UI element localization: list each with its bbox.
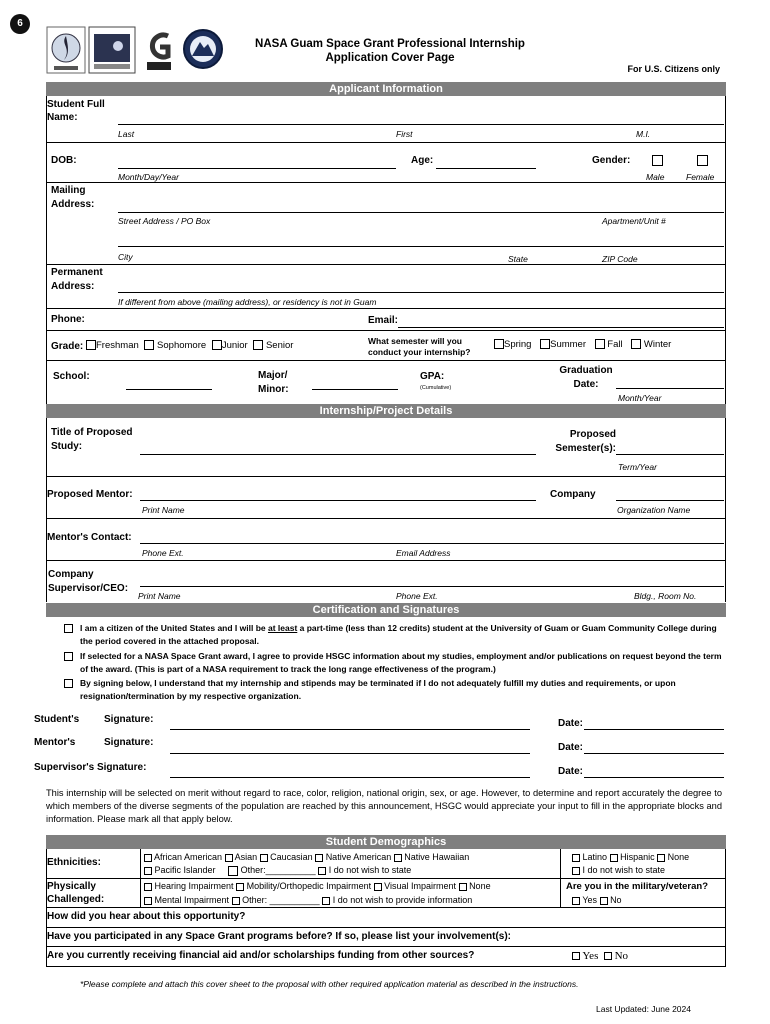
- financial-question: Are you currently receiving financial aid and/or scholarships funding from other sources?: [47, 950, 475, 961]
- gender-label: Gender:: [592, 155, 631, 166]
- military-question: Are you in the military/veteran?: [566, 881, 709, 892]
- city-field[interactable]: [118, 246, 724, 247]
- financial-no-checkbox[interactable]: [604, 952, 612, 960]
- first-hint: First: [396, 129, 413, 139]
- mentor-sig-word: Signature:: [104, 737, 154, 748]
- full-name-field[interactable]: [118, 124, 724, 125]
- permanent-label: Permanent Address:: [51, 267, 103, 292]
- female-label: Female: [686, 172, 715, 182]
- footer-note: *Please complete and attach this cover sheet to the proposal with other required application material as described in the instructions.: [80, 979, 579, 989]
- supervisor-print-hint: Print Name: [138, 591, 181, 601]
- eth-nowish-checkbox[interactable]: [318, 867, 326, 875]
- sophomore-label: Sophomore: [157, 340, 207, 351]
- street-field[interactable]: [118, 212, 724, 213]
- citizens-note: For U.S. Citizens only: [627, 64, 720, 74]
- financial-options: Yes No: [572, 950, 628, 962]
- term-year-hint: Term/Year: [618, 462, 657, 472]
- hawaii-space-grant-logo: [88, 26, 136, 74]
- student-sig-label: Student's: [34, 714, 80, 725]
- section-header-demographics: Student Demographics: [46, 835, 726, 849]
- guam-g-logo: [144, 28, 174, 74]
- military-options: Yes No: [572, 895, 622, 905]
- merit-statement: This internship will be selected on merit without regard to race, color, religion, national origin, sex, or age. However, to determine and report accurately the degree to which members of the diverse segments of the population are reached by this announcement, HSGC would appreciate your input to fill in the appropriate blocks and information. Please mark all that apply below.: [46, 788, 722, 824]
- form-subtitle: Application Cover Page: [325, 52, 455, 64]
- mentor-date-field[interactable]: [584, 753, 724, 754]
- physically-label: Physically Challenged:: [47, 881, 105, 905]
- spring-checkbox[interactable]: [494, 339, 504, 349]
- supervisor-date-field[interactable]: [584, 777, 724, 778]
- mailing-label: Mailing Address:: [51, 185, 95, 210]
- junior-checkbox[interactable]: [212, 340, 222, 350]
- male-checkbox[interactable]: [652, 155, 663, 166]
- dob-hint: Month/Day/Year: [118, 172, 179, 182]
- ethnicities-label: Ethnicities:: [47, 857, 101, 868]
- month-year-hint: Month/Year: [618, 393, 662, 403]
- senior-checkbox[interactable]: [253, 340, 263, 350]
- sophomore-checkbox[interactable]: [144, 340, 154, 350]
- semester-options: [494, 339, 671, 350]
- grade-options: [86, 340, 293, 351]
- org-name-hint: Organization Name: [617, 505, 691, 515]
- cumulative-hint: (Cumulative): [420, 385, 452, 391]
- proposed-semester-field[interactable]: [616, 454, 724, 455]
- age-label: Age:: [411, 155, 434, 166]
- section-header-internship: Internship/Project Details: [46, 404, 726, 418]
- pacific-islander-checkbox[interactable]: [144, 867, 152, 875]
- student-date-label: Date:: [558, 718, 584, 729]
- mobility-checkbox[interactable]: [236, 883, 244, 891]
- supervisor-field[interactable]: [140, 586, 724, 587]
- company-label: Company: [550, 489, 596, 500]
- visual-checkbox[interactable]: [374, 883, 382, 891]
- supervisor-signature-field[interactable]: [170, 777, 530, 778]
- summer-checkbox[interactable]: [540, 339, 550, 349]
- freshman-label: Freshman: [96, 340, 139, 351]
- phys-none-checkbox[interactable]: [459, 883, 467, 891]
- permanent-field[interactable]: [118, 292, 724, 293]
- age-field[interactable]: [436, 168, 536, 169]
- male-label: Male: [646, 172, 665, 182]
- bldg-hint: Bldg., Room No.: [634, 591, 697, 601]
- winter-checkbox[interactable]: [631, 339, 641, 349]
- latino-options-row1: Latino Hispanic None: [572, 852, 689, 862]
- fall-label: Fall: [607, 339, 623, 350]
- last-updated: Last Updated: June 2024: [596, 1004, 691, 1014]
- zip-hint: ZIP Code: [602, 254, 638, 264]
- school-label: School:: [53, 371, 90, 382]
- supervisor-sig-label: Supervisor's Signature:: [34, 762, 147, 773]
- military-no-checkbox[interactable]: [600, 897, 608, 905]
- eth-other-checkbox[interactable]: [228, 866, 238, 876]
- apt-hint: Apartment/Unit #: [602, 216, 666, 226]
- ethnicity-options-row1: African American Asian Caucasian Native American Native Hawaiian: [144, 852, 469, 862]
- mentor-signature-field[interactable]: [170, 753, 530, 754]
- mountain-emblem-logo: [182, 28, 224, 70]
- heard-question: How did you hear about this opportunity?: [47, 911, 246, 922]
- study-title-label: Title of Proposed Study:: [51, 427, 133, 452]
- student-signature-field[interactable]: [170, 729, 530, 730]
- caucasian-checkbox[interactable]: [260, 854, 268, 862]
- termination-checkbox[interactable]: [64, 679, 73, 688]
- certification-item: By signing below, I understand that my internship and stipends may be terminated if I do not adequately fulfill my duties and requirements, or upon resignation/termination by my respective organization.: [64, 677, 726, 703]
- student-date-field[interactable]: [584, 729, 724, 730]
- fall-checkbox[interactable]: [595, 339, 605, 349]
- physical-options-row1: Hearing Impairment Mobility/Orthopedic Impairment Visual Impairment None: [144, 881, 491, 891]
- email-field[interactable]: [398, 327, 724, 328]
- female-checkbox[interactable]: [697, 155, 708, 166]
- state-hint: State: [508, 254, 528, 264]
- graduation-label: Graduation Date:: [559, 365, 613, 390]
- asian-checkbox[interactable]: [225, 854, 233, 862]
- dob-field[interactable]: [118, 168, 396, 169]
- freshman-checkbox[interactable]: [86, 340, 96, 350]
- mentor-phone-hint: Phone Ext.: [142, 548, 184, 558]
- senior-label: Senior: [265, 340, 294, 351]
- student-sig-word: Signature:: [104, 714, 154, 725]
- dob-label: DOB:: [51, 155, 77, 166]
- email-label: Email:: [368, 315, 399, 326]
- page-number-badge: 6: [10, 14, 30, 34]
- latino-nowish-checkbox[interactable]: [572, 867, 580, 875]
- hearing-checkbox[interactable]: [144, 883, 152, 891]
- native-american-checkbox[interactable]: [315, 854, 323, 862]
- junior-label: Junior: [221, 340, 248, 351]
- supervisor-date-label: Date:: [558, 766, 584, 777]
- certification-item: I am a citizen of the United States and I will be at least a part-time (less than 12 credits) student at the University of Guam or Guam Community College during the period covered in the attached proposal.: [64, 622, 726, 648]
- major-label: Major/ Minor:: [258, 370, 289, 395]
- spring-label: Spring: [504, 339, 532, 350]
- mentor-label: Proposed Mentor:: [47, 489, 133, 500]
- form-title: NASA Guam Space Grant Professional Internship: [255, 38, 525, 50]
- graduation-field[interactable]: [616, 388, 724, 389]
- phone-label: Phone:: [51, 314, 85, 325]
- section-header-applicant: Applicant Information: [46, 82, 726, 96]
- winter-label: Winter: [643, 339, 672, 350]
- supervisor-label: Company Supervisor/CEO:: [48, 569, 129, 594]
- hsgc-agree-checkbox[interactable]: [64, 652, 73, 661]
- city-hint: City: [118, 252, 133, 262]
- latino-checkbox[interactable]: [572, 854, 580, 862]
- section-header-certification: Certification and Signatures: [46, 603, 726, 617]
- phys-nowish-checkbox[interactable]: [322, 897, 330, 905]
- full-name-label: Student Full Name:: [47, 99, 105, 123]
- ethnicity-options-row2: Pacific Islander Other:__________ I do not wish to state: [144, 865, 411, 876]
- physical-options-row2: Mental Impairment Other: __________ I do not wish to provide information: [144, 895, 472, 905]
- permanent-hint: If different from above (mailing address), or residency is not in Guam: [118, 297, 377, 307]
- mentor-sig-label: Mentor's: [34, 737, 76, 748]
- none-checkbox[interactable]: [657, 854, 665, 862]
- participated-question: Have you participated in any Space Grant programs before? If so, please list your involvement(s):: [47, 931, 512, 942]
- semester-question: What semester will you conduct your internship?: [368, 336, 471, 357]
- last-hint: Last: [118, 129, 135, 139]
- mentor-field[interactable]: [140, 500, 536, 501]
- mental-checkbox[interactable]: [144, 897, 152, 905]
- university-seal-logo: [46, 26, 86, 74]
- proposed-semester-label: Proposed Semester(s):: [555, 429, 616, 454]
- latino-options-row2: I do not wish to state: [572, 865, 665, 875]
- african-american-checkbox[interactable]: [144, 854, 152, 862]
- company-field[interactable]: [616, 500, 724, 501]
- military-yes-checkbox[interactable]: [572, 897, 580, 905]
- native-hawaiian-checkbox[interactable]: [394, 854, 402, 862]
- mentor-email-hint: Email Address: [396, 548, 451, 558]
- phys-other-checkbox[interactable]: [232, 897, 240, 905]
- grade-label: Grade:: [51, 341, 84, 352]
- mentor-contact-label: Mentor's Contact:: [47, 532, 132, 543]
- citizen-checkbox[interactable]: [64, 624, 73, 633]
- gpa-label: GPA:: [420, 371, 445, 382]
- school-field[interactable]: [126, 389, 212, 390]
- financial-yes-checkbox[interactable]: [572, 952, 580, 960]
- supervisor-phone-hint: Phone Ext.: [396, 591, 438, 601]
- hispanic-checkbox[interactable]: [610, 854, 618, 862]
- mentor-print-hint: Print Name: [142, 505, 185, 515]
- mentor-contact-field[interactable]: [140, 543, 724, 544]
- certification-item: If selected for a NASA Space Grant award, I agree to provide HSGC information about my studies, employment and/or publications on request beyond the term of the award. (This is part of a NASA requirement to track the long range effectiveness of the program.): [64, 650, 726, 676]
- mentor-date-label: Date:: [558, 742, 584, 753]
- study-title-field[interactable]: [140, 454, 536, 455]
- mi-hint: M.I.: [636, 129, 651, 139]
- major-field[interactable]: [312, 389, 398, 390]
- street-hint: Street Address / PO Box: [118, 216, 211, 226]
- summer-label: Summer: [550, 339, 587, 350]
